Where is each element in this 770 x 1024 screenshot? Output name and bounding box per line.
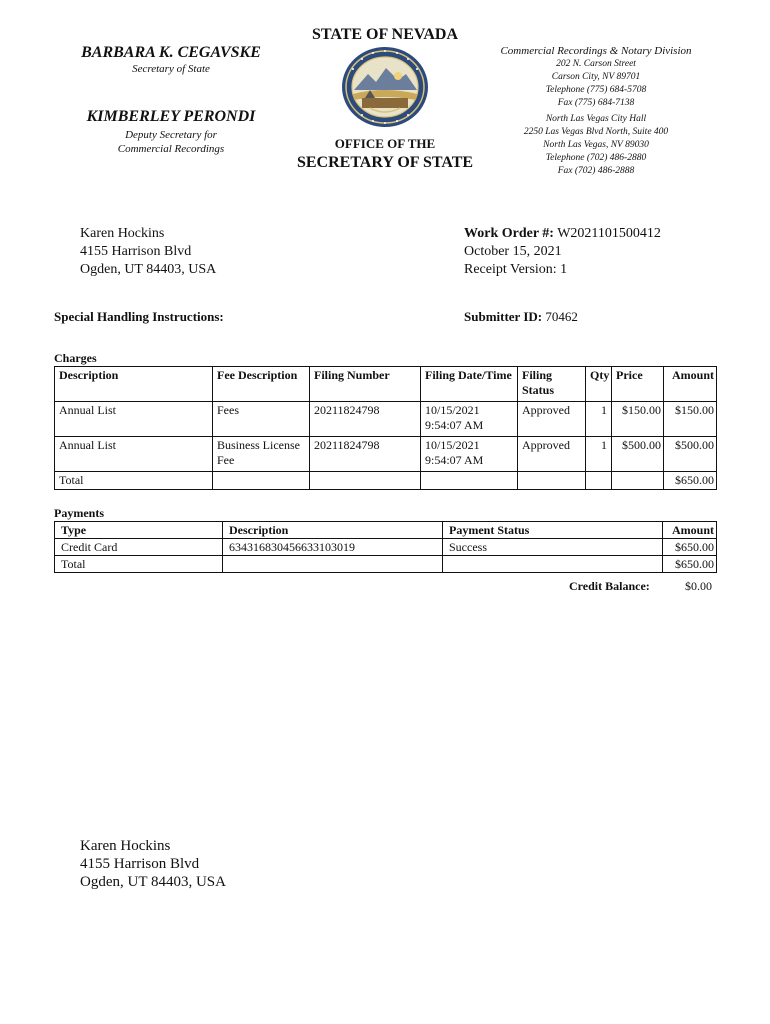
- carson-fax-line: Fax (775) 684-7138: [557, 98, 635, 108]
- carson-phone-line: Telephone (775) 684-5708: [545, 85, 647, 95]
- payment-type: Credit Card: [55, 539, 223, 556]
- work-order-block: [464, 225, 661, 279]
- charge-qty: 1: [586, 437, 612, 472]
- nevada-state-seal-icon: [340, 46, 430, 128]
- charge-filing-status: Approved: [518, 437, 586, 472]
- charges-header-cell: Description: [55, 367, 213, 402]
- work-order-date: October 15, 2021: [464, 244, 562, 259]
- charges-header-cell: Price: [612, 367, 664, 402]
- charge-description: Annual List: [55, 402, 213, 437]
- las-vegas-fax-line: Fax (702) 486-2888: [557, 166, 635, 176]
- charges-header-cell: Fee Description: [213, 367, 310, 402]
- secretary-title: Secretary of State: [132, 63, 210, 75]
- charge-amount: $500.00: [664, 437, 717, 472]
- deputy-title-line1: Deputy Secretary for: [125, 129, 217, 141]
- charges-total-label: Total: [55, 472, 213, 490]
- deputy-name: KIMBERLEY PERONDI: [86, 108, 256, 125]
- recipient-address: [80, 225, 216, 279]
- payment-amount: $650.00: [663, 539, 717, 556]
- recipient-address-footer: [80, 837, 226, 891]
- charge-filing-datetime: [421, 402, 518, 437]
- table-row: [55, 402, 717, 437]
- payments-header-row: [55, 522, 717, 539]
- recipient-name: Karen Hockins: [80, 226, 165, 241]
- charges-header-cell: Amount: [664, 367, 717, 402]
- payments-total-amount: $650.00: [663, 556, 717, 573]
- recipient-name: Karen Hockins: [80, 838, 171, 854]
- las-vegas-city-line: North Las Vegas, NV 89030: [543, 140, 649, 150]
- charge-filing-time: 9:54:07 AM: [425, 418, 484, 432]
- charges-header-cell: Filing Number: [310, 367, 421, 402]
- payments-header-cell: Amount: [663, 522, 717, 539]
- deputy-title-line2: Commercial Recordings: [117, 143, 225, 155]
- office-title-line1: OFFICE OF THE: [334, 136, 436, 151]
- payments-header-cell: Payment Status: [443, 522, 663, 539]
- division-name: Commercial Recordings & Notary Division: [500, 45, 692, 57]
- special-handling-label: Special Handling Instructions:: [54, 309, 224, 324]
- table-row: [55, 437, 717, 472]
- state-title: STATE OF NEVADA: [311, 26, 459, 43]
- charge-amount: $150.00: [664, 402, 717, 437]
- charges-header-cell: Filing Status: [518, 367, 586, 402]
- recipient-city: Ogden, UT 84403, USA: [80, 874, 226, 890]
- credit-balance-label: Credit Balance:: [569, 579, 650, 593]
- las-vegas-address-line: 2250 Las Vegas Blvd North, Suite 400: [523, 127, 669, 137]
- charges-total-row: [55, 472, 717, 490]
- work-order-label: Work Order #:: [464, 226, 554, 241]
- secretary-name: BARBARA K. CEGAVSKE: [81, 44, 261, 61]
- payments-title: Payments: [54, 506, 104, 520]
- office-title-line2: SECRETARY OF STATE: [296, 154, 474, 171]
- charge-filing-number: 20211824798: [310, 402, 421, 437]
- charge-description: Annual List: [55, 437, 213, 472]
- recipient-street: 4155 Harrison Blvd: [80, 244, 192, 259]
- charge-filing-datetime: [421, 437, 518, 472]
- table-row: [55, 539, 717, 556]
- payments-header-cell: Description: [223, 522, 443, 539]
- charge-qty: 1: [586, 402, 612, 437]
- payment-status: Success: [443, 539, 663, 556]
- credit-balance-value: $0.00: [685, 579, 712, 593]
- work-order-number: W2021101500412: [557, 226, 661, 241]
- charges-table: [54, 366, 717, 490]
- receipt-version: Receipt Version: 1: [464, 262, 568, 277]
- charge-filing-date: 10/15/2021: [425, 438, 480, 452]
- submitter-id: [464, 309, 578, 325]
- recipient-street: 4155 Harrison Blvd: [80, 856, 200, 872]
- charge-fee-description: Fees: [213, 402, 310, 437]
- charge-filing-status: Approved: [518, 402, 586, 437]
- submitter-id-label: Submitter ID:: [464, 309, 543, 324]
- division-info: [486, 45, 706, 178]
- charges-title: Charges: [54, 351, 97, 365]
- payments-header-cell: Type: [55, 522, 223, 539]
- charges-total-amount: $650.00: [664, 472, 717, 490]
- submitter-id-value: 70462: [545, 309, 578, 324]
- charge-price: $500.00: [612, 437, 664, 472]
- charges-header-cell: Qty: [586, 367, 612, 402]
- payments-table: [54, 521, 717, 573]
- recipient-city: Ogden, UT 84403, USA: [80, 262, 217, 277]
- payments-total-label: Total: [55, 556, 223, 573]
- charge-price: $150.00: [612, 402, 664, 437]
- charges-header-row: [55, 367, 717, 402]
- las-vegas-phone-line: Telephone (702) 486-2880: [545, 153, 647, 163]
- carson-address-line: 202 N. Carson Street: [556, 59, 636, 69]
- charge-filing-time: 9:54:07 AM: [425, 453, 484, 467]
- charge-fee-description: Business License Fee: [213, 437, 310, 472]
- charge-filing-number: 20211824798: [310, 437, 421, 472]
- charge-filing-date: 10/15/2021: [425, 403, 480, 417]
- las-vegas-hall-line: North Las Vegas City Hall: [545, 114, 647, 124]
- charges-header-cell: Filing Date/Time: [421, 367, 518, 402]
- payment-description: 634316830456633103019: [223, 539, 443, 556]
- secretary-info: [60, 44, 282, 156]
- payments-total-row: [55, 556, 717, 573]
- carson-city-line: Carson City, NV 89701: [551, 72, 641, 82]
